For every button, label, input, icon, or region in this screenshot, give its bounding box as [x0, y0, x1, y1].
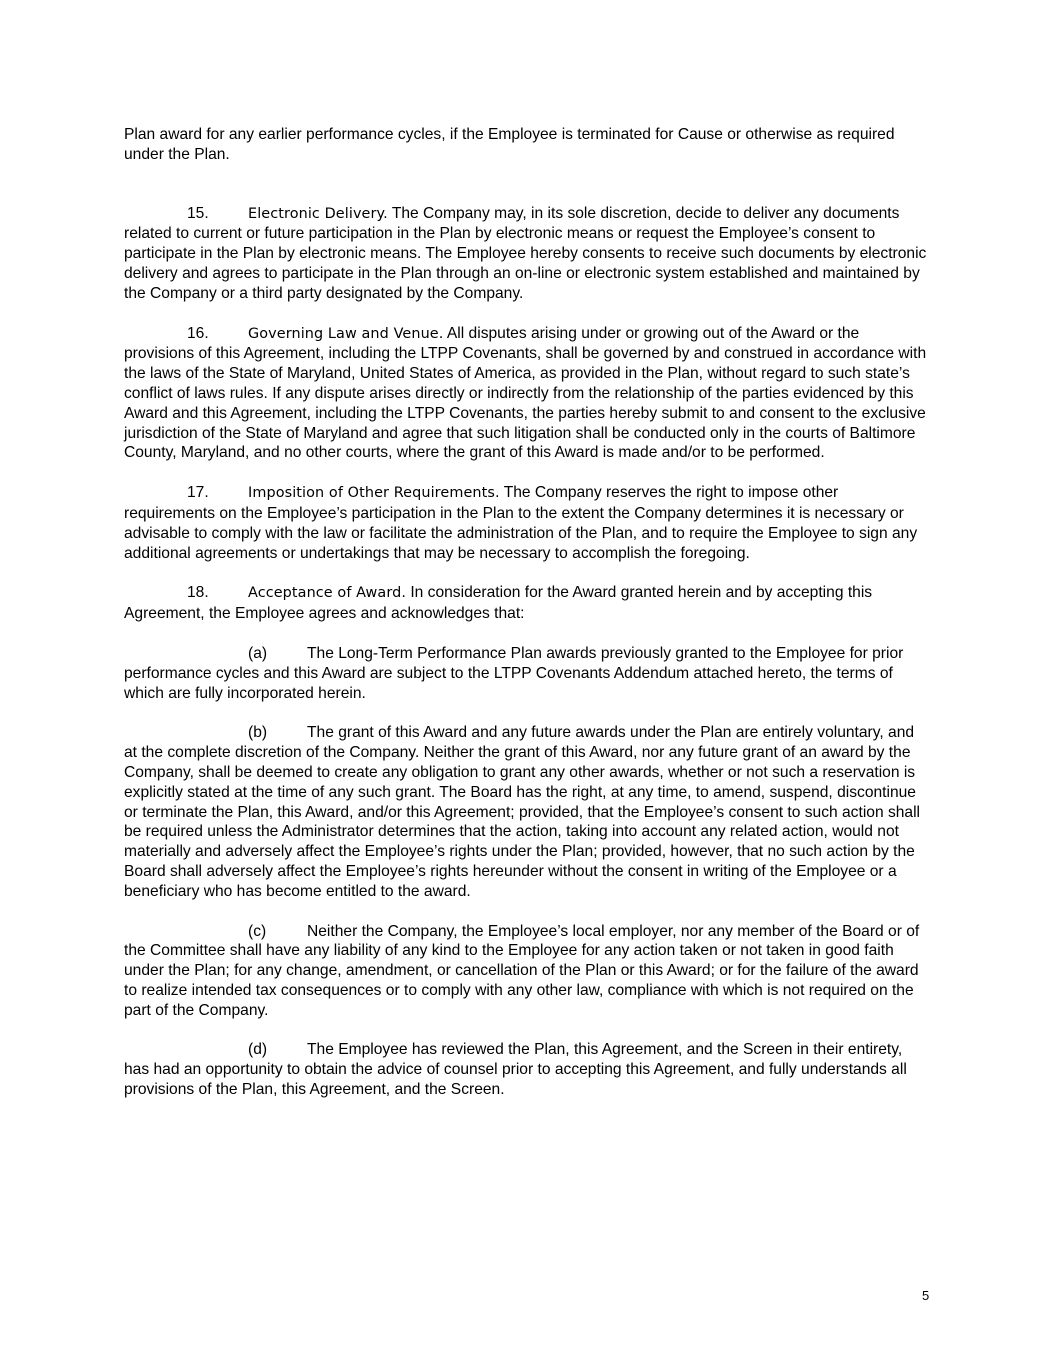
subsection-text: The Long-Term Performance Plan awards previously granted to the Employee for prior performance cycles and this Award are subject to the LTPP Covenants Addendum attached hereto, the terms of which are fully incorporated herein.: [124, 644, 904, 702]
subsection-a-paragraph: [124, 644, 929, 703]
subsection-label: (c): [248, 922, 267, 940]
subsection-b-paragraph: [124, 723, 929, 901]
subsection-text: Neither the Company, the Employee’s local employer, nor any member of the Board or of the Committee shall have any liability of any kind to the Employee for any action taken or not taken in good faith under the Plan; for any change, amendment, or cancellation of the Plan or this Award; or for the failure of the award to realize intended tax consequences or to comply with any other law, compliance with which is not required on the part of the Company.: [124, 922, 920, 1019]
subsection-d-paragraph: [124, 1040, 929, 1099]
section-body: In consideration for the Award granted herein and by accepting this Agreement, the Employee agrees and acknowledges that:: [124, 584, 873, 623]
section-number: 18.: [187, 584, 209, 602]
page-number: 5: [922, 1288, 930, 1303]
subsection-c-paragraph: [124, 922, 929, 1021]
section-body: All disputes arising under or growing out of the Award or the provisions of this Agreement, including the LTPP Covenants, shall be governed by and construed in accordance with the laws of the State of Maryland, United States of America, as provided in the Plan, without regard to such state’s conflict of laws rules. If any dispute arises directly or indirectly from the relationship of the parties evidenced by this Award and this Agreement, including the LTPP Covenants, the parties hereby submit to and consent to the exclusive jurisdiction of the State of Maryland and agree that such litigation shall be conducted only in the courts of Baltimore County, Maryland, and no other courts, where the grant of this Award is made and/or to be performed.: [124, 324, 927, 462]
section-18-paragraph: [124, 583, 929, 624]
subsection-text: The grant of this Award and any future awards under the Plan are entirely voluntary, and at the complete discretion of the Company. Neither the grant of this Award, nor any future grant of an award by the Company, shall be deemed to create any obligation to grant any other awards, whether or not such a reservation is explicitly stated at the time of any such grant. The Board has the right, at any time, to amend, suspend, discontinue or terminate the Plan, this Award, and/or this Agreement; provided, that the Employee’s consent to such action shall be required unless the Administrator determines that the action, taking into account any related action, would not materially and adversely affect the Employee’s rights under the Plan; provided, however, that no such action by the Board shall adversely affect the Employee’s rights hereunder without the consent in writing of the Employee or a beneficiary who has become entitled to the award.: [124, 724, 921, 900]
section-heading: Governing Law and Venue.: [248, 325, 444, 342]
section-body: The Company may, in its sole discretion, decide to deliver any documents related to current or future participation in the Plan by electronic means or request the Employee’s consent to participate in the Plan by electronic means. The Employee hereby consents to receive such documents by electronic delivery and agrees to participate in the Plan through an on-line or electronic system established and maintained by the Company or a third party designated by the Company.: [124, 204, 927, 302]
subsection-text: The Employee has reviewed the Plan, this Agreement, and the Screen in their entirety, has had an opportunity to obtain the advice of counsel prior to accepting this Agreement, and fully understands all provisions of the Plan, this Agreement, and the Screen.: [124, 1041, 907, 1099]
document-page: [124, 125, 929, 1120]
section-heading: Imposition of Other Requirements.: [248, 485, 500, 502]
section-15-paragraph: [124, 204, 929, 304]
section-number: 15.: [187, 204, 209, 222]
continuation-paragraph: Plan award for any earlier performance cycles, if the Employee is terminated for Cause or otherwise as required under the Plan.: [124, 126, 895, 163]
section-number: 16.: [187, 324, 209, 342]
subsection-label: (d): [248, 1041, 268, 1059]
section-number: 17.: [187, 484, 209, 502]
section-heading: Acceptance of Award.: [248, 585, 406, 602]
section-heading: Electronic Delivery.: [248, 205, 388, 222]
subsection-label: (a): [248, 644, 268, 662]
section-16-paragraph: [124, 324, 929, 464]
section-17-paragraph: [124, 483, 929, 563]
section-body: The Company reserves the right to impose other requirements on the Employee’s participation in the Plan to the extent the Company determines it is necessary or advisable to comply with the law or facilitate the administration of the Plan, and to require the Employee to sign any additional agreements or undertakings that may be necessary to accomplish the foregoing.: [124, 484, 918, 562]
subsection-label: (b): [248, 724, 268, 742]
